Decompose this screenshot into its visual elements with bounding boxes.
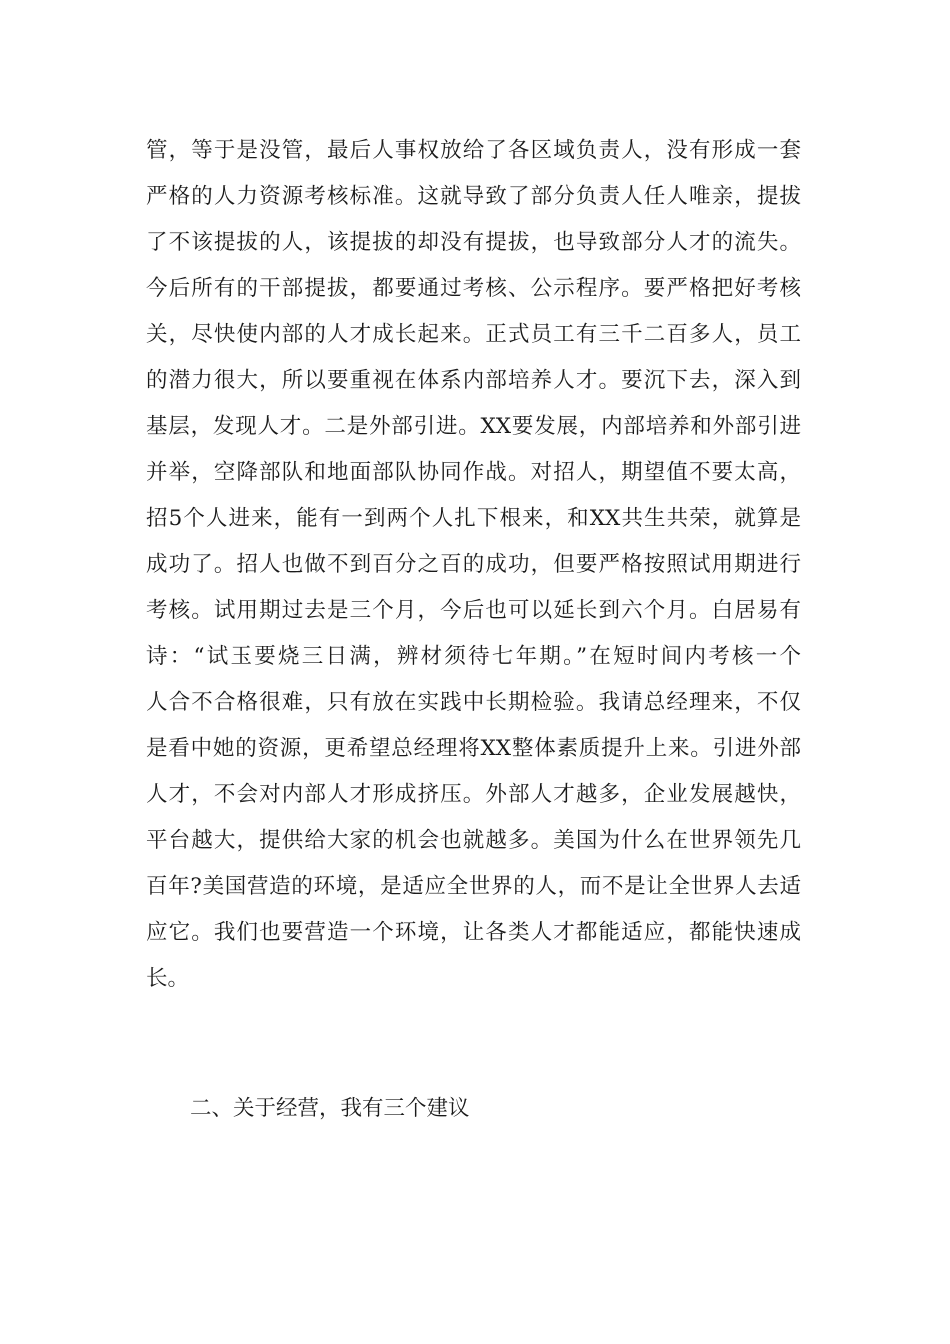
body-paragraph [146, 128, 816, 1002]
paragraph-line: 考核。试用期过去是三个月，今后也可以延长到六个月。白居易有 [146, 598, 801, 623]
paragraph-line: 长。 [146, 966, 190, 991]
paragraph-line: 今后所有的干部提拔，都要通过考核、公示程序。要严格把好考核 [146, 276, 801, 301]
paragraph-line: 人才，不会对内部人才形成挤压。外部人才越多，企业发展越快， [146, 782, 801, 807]
paragraph-line: 诗：“试玉要烧三日满，辨材须待七年期。”在短时间内考核一个 [146, 644, 801, 669]
paragraph-line: 关，尽快使内部的人才成长起来。正式员工有三千二百多人，员工 [146, 322, 801, 347]
paragraph-line: 并举，空降部队和地面部队协同作战。对招人，期望值不要太高， [146, 460, 801, 485]
paragraph-line: 管，等于是没管，最后人事权放给了各区域负责人，没有形成一套 [146, 138, 801, 163]
paragraph-line: 成功了。招人也做不到百分之百的成功，但要严格按照试用期进行 [146, 552, 801, 577]
paragraph-line: 应它。我们也要营造一个环境，让各类人才都能适应，都能快速成 [146, 920, 801, 945]
section-heading: 二、关于经营，我有三个建议 [190, 1096, 470, 1121]
paragraph-line: 招5个人进来，能有一到两个人扎下根来，和XX共生共荣，就算是 [146, 506, 801, 531]
paragraph-line: 是看中她的资源，更希望总经理将XX整体素质提升上来。引进外部 [146, 736, 801, 761]
paragraph-line: 人合不合格很难，只有放在实践中长期检验。我请总经理来，不仅 [146, 690, 801, 715]
paragraph-line: 平台越大，提供给大家的机会也就越多。美国为什么在世界领先几 [146, 828, 801, 853]
paragraph-line: 百年?美国营造的环境，是适应全世界的人，而不是让全世界人去适 [146, 874, 801, 899]
paragraph-line: 严格的人力资源考核标准。这就导致了部分负责人任人唯亲，提拔 [146, 184, 801, 209]
paragraph-line: 基层，发现人才。二是外部引进。XX要发展，内部培养和外部引进 [146, 414, 801, 439]
paragraph-line: 了不该提拔的人，该提拔的却没有提拔，也导致部分人才的流失。 [146, 230, 801, 255]
paragraph-line: 的潜力很大，所以要重视在体系内部培养人才。要沉下去，深入到 [146, 368, 801, 393]
